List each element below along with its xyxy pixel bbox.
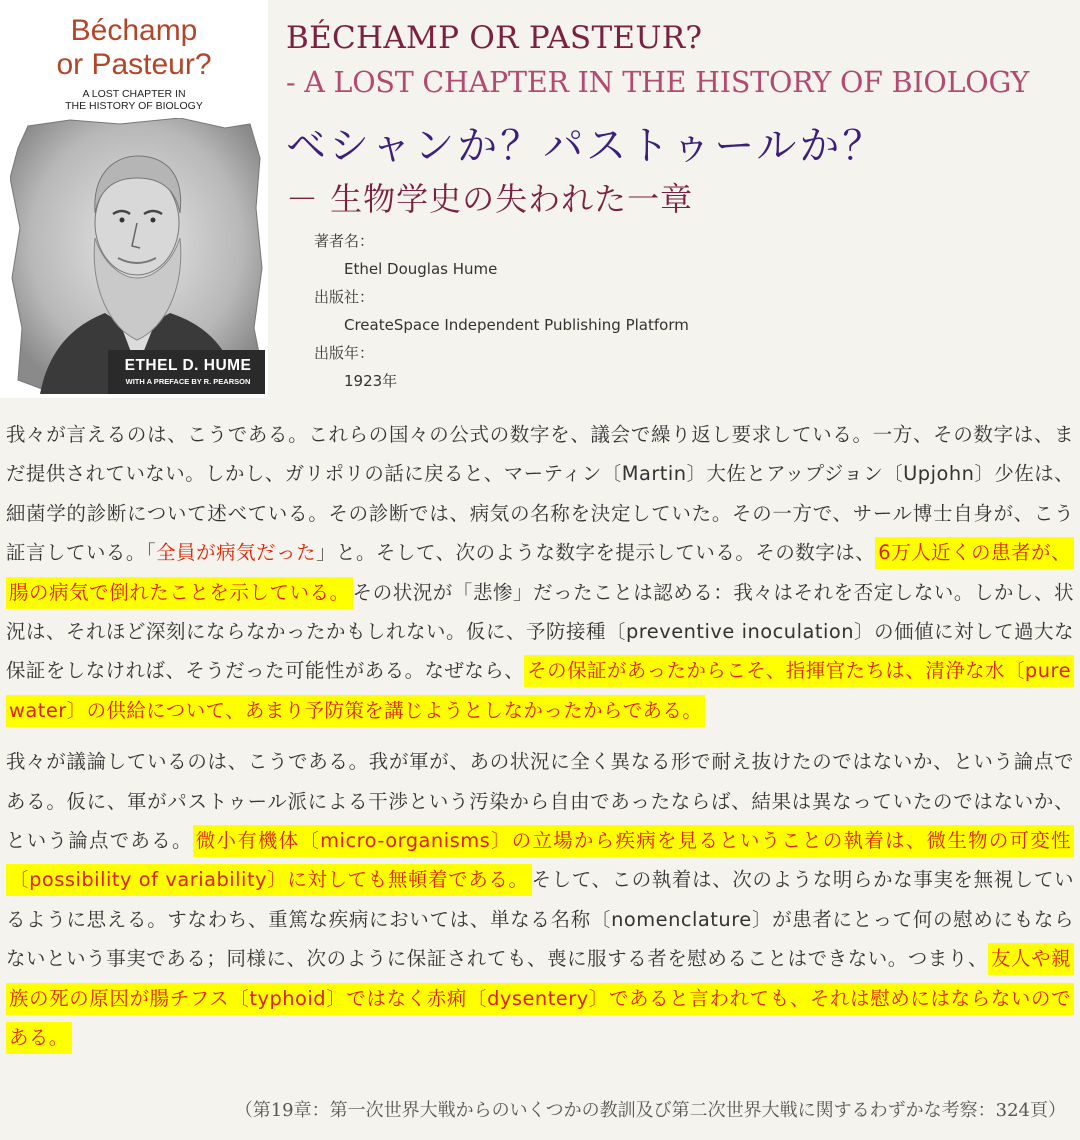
para2-highlight-1: 微小有機体〔micro-organisms〕の立場から疾病を見るということの執着は、微生物の可変性〔possibility of variability〕に対しても無頓着である。 bbox=[6, 825, 1074, 896]
author-value: Ethel Douglas Hume bbox=[344, 260, 498, 278]
year-value: 1923年 bbox=[344, 372, 398, 390]
portrait-image bbox=[10, 118, 265, 394]
source-caption: （第19章：第一次世界大戦からのいくつかの教訓及び第二次世界大戦に関するわずかな考察：324頁） bbox=[234, 1100, 1066, 1121]
cover-title-line1: Béchamp bbox=[70, 14, 198, 47]
para1-text-3: その状況が「悲惨」だったことは認める：我々はそれを否定しない。しかし、状況は、それほど深刻にならなかったかもしれない。仮に、予防接種〔preventive inoculation〕の価値に対して過大な保証をしなければ、そうだった可能性がある。なぜなら、 bbox=[6, 580, 1075, 683]
book-cover bbox=[0, 0, 268, 398]
cover-subtitle-line1: A LOST CHAPTER IN bbox=[82, 88, 186, 100]
para2-text-2: そして、この執着は、次のような明らかな事実を無視しているように思える。すなわち、重篤な疾病においては、単なる名称〔nomenclature〕が患者にとって何の慰めにもならないという事実である；同様に、次のように保証されても、喪に服する者を慰めることはできない。つまり、 bbox=[6, 868, 1074, 971]
para1-red-quote: 全員が病気だった bbox=[156, 541, 317, 565]
year-label: 出版年： bbox=[314, 344, 375, 362]
book-meta bbox=[314, 227, 689, 395]
para1-text-2: 」と。そして、次のような数字を提示している。その数字は、 bbox=[316, 541, 876, 565]
quote-body bbox=[6, 415, 1074, 1058]
para1-highlight-1: 6万人近くの患者が、腸の病気で倒れたことを示している。 bbox=[6, 537, 1074, 608]
paragraph-1 bbox=[6, 415, 1074, 730]
title-japanese: ベシャンか？パストゥールか？ bbox=[286, 123, 886, 169]
cover-author: ETHEL D. HUME bbox=[124, 357, 252, 374]
subtitle-japanese: － 生物学史の失われた一章 bbox=[286, 180, 694, 218]
para2-highlight-2: 友人や親族の死の原因が腸チフス〔typhoid〕ではなく赤痢〔dysentery〕であると言われても、それは慰めにはならないのである。 bbox=[6, 943, 1074, 1054]
title-english: BÉCHAMP OR PASTEUR? bbox=[286, 20, 703, 56]
cover-title bbox=[0, 14, 268, 82]
cover-subtitle bbox=[0, 88, 268, 112]
cover-title-line2: or Pasteur? bbox=[56, 48, 212, 81]
paragraph-2 bbox=[6, 742, 1074, 1057]
publisher-label: 出版社： bbox=[314, 288, 375, 306]
author-label: 著者名： bbox=[314, 232, 375, 250]
cover-preface: WITH A PREFACE BY R. PEARSON bbox=[125, 377, 251, 386]
para1-highlight-2: その保証があったからこそ、指揮官たちは、清浄な水〔pure water〕の供給について、あまり予防策を講じようとしなかったからである。 bbox=[6, 655, 1074, 726]
cover-subtitle-line2: THE HISTORY OF BIOLOGY bbox=[65, 100, 203, 112]
para2-text-1: 我々が議論しているのは、こうである。我が軍が、あの状況に全く異なる形で耐え抜けたのではないか、という論点である。仮に、軍がパストゥール派による干渉という汚染から自由であったならば、結果は異なっていたのではないか、という論点である。 bbox=[6, 750, 1074, 853]
para1-text-1: 我々が言えるのは、こうである。これらの国々の公式の数字を、議会で繰り返し要求している。一方、その数字は、まだ提供されていない。しかし、ガリポリの話に戻ると、マーティン〔Martin〕大佐とアップジョン〔Upjohn〕少佐は、細菌学的診断について述べている。その診断では、病気の名称を決定していた。その一方で、サール博士自身が、こう証言している。「 bbox=[6, 423, 1074, 565]
publisher-value: CreateSpace Independent Publishing Platform bbox=[344, 316, 689, 334]
subtitle-english: - A LOST CHAPTER IN THE HISTORY OF BIOLOGY bbox=[286, 66, 1030, 99]
